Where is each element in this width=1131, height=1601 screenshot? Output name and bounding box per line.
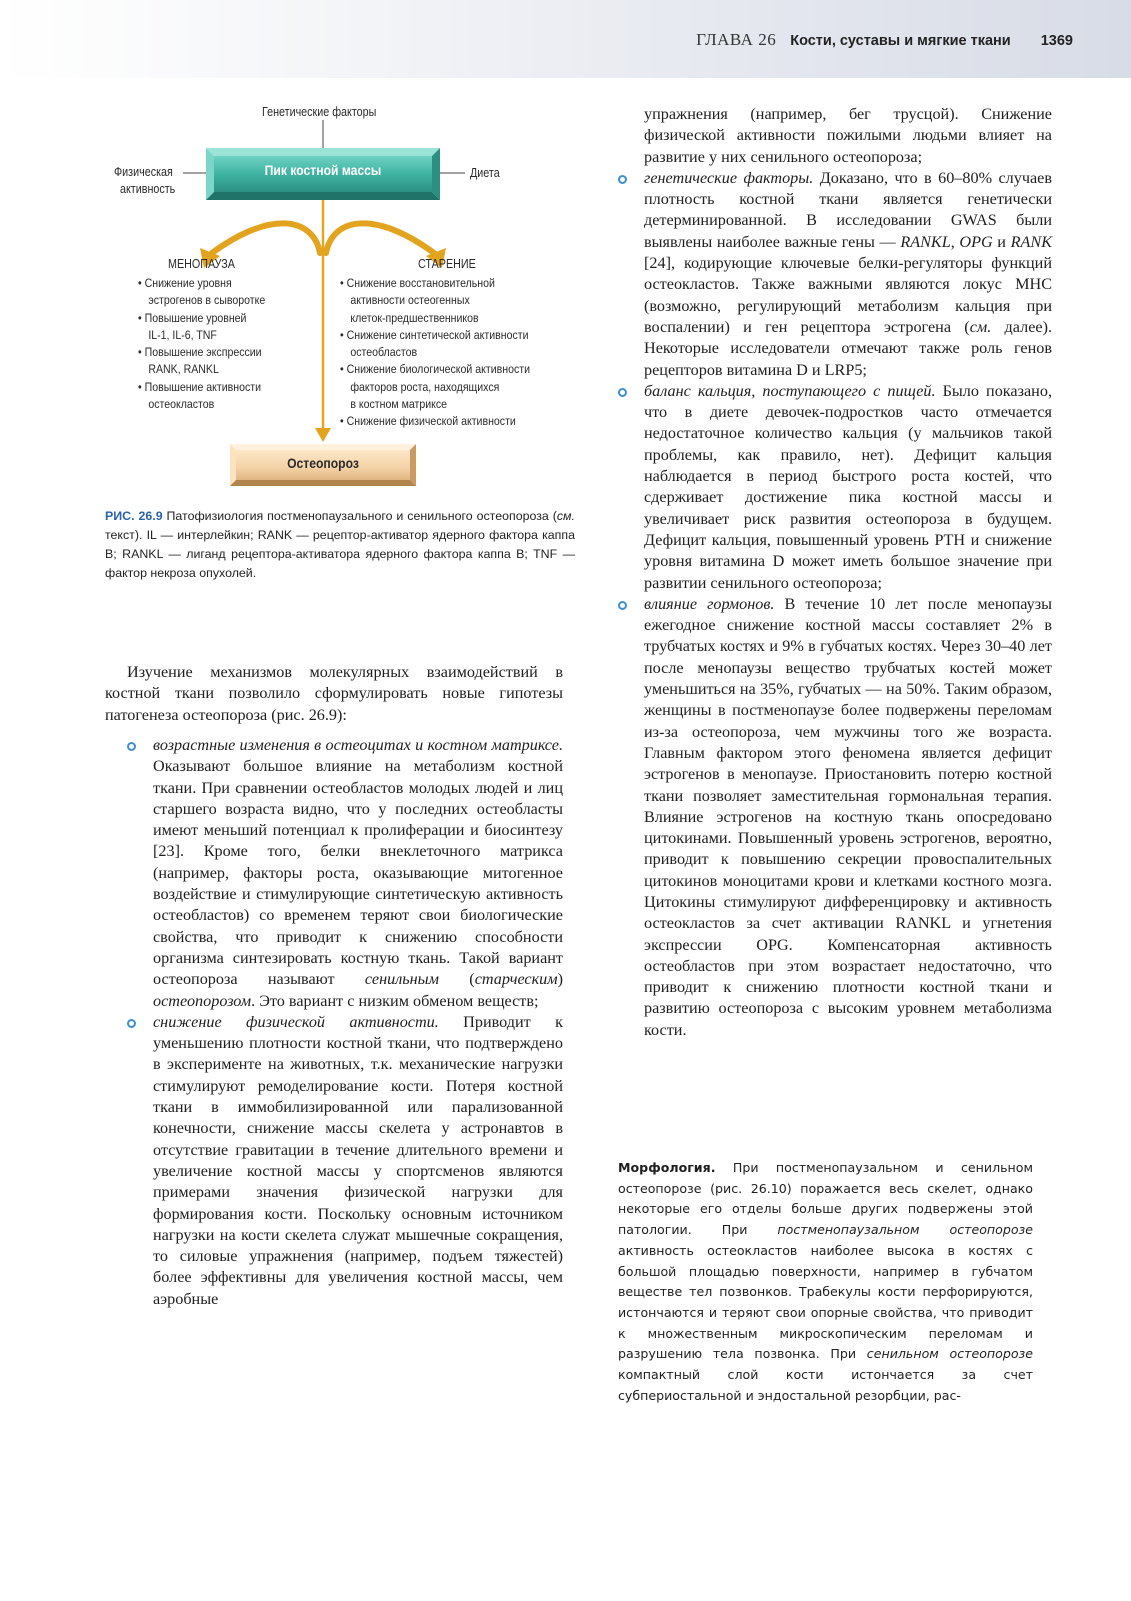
diet-label: Диета <box>470 166 500 180</box>
list-item: • Снижение физической активности <box>340 414 516 429</box>
osteoporosis-text: Остеопороз <box>287 456 359 471</box>
list-item-hormones: влияние гормонов. В течение 10 лет после менопаузы ежегодное снижение костной массы составляет 2% в трубчатых костях и 9% в губчатых костях. Через 30–40 лет после менопаузы вещество трубчатых костей может уменьшиться на 35%, губчатых — на 50%. Таким образом, женщины в постменопаузе более подвержены переломам из-за остеопороза, чем мужчины того же возраста. Главным фактором этого феномена является дефицит эстрогенов в менопаузе. Приостановить потерю костной ткани позволяет заместительная гормональная терапия. Влияние эстрогенов на костную ткань опосредовано цитокинами. Повышенный уровень эстрогенов, вероятно, приводит к повышению секреции провоспалительных цитокинов моноцитами крови и клетками костного мозга. Цитокины стимулируют дифференцировку и активность остеокластов за счет активации RANKL и угнетения экспрессии OPG. Компенсаторная активность остеобластов при этом возрастает недостаточно, что приводит к снижению плотности костной ткани и развитию остеопороза с высоким уровнем метаболизма кости. <box>618 594 1052 1041</box>
morphology-heading: Морфология. <box>618 1160 716 1175</box>
bullet-icon <box>127 742 136 751</box>
list-item: • Снижение синтетической активности <box>340 327 529 342</box>
bullet-icon <box>618 388 627 397</box>
peak-bone-mass-text: Пик костной массы <box>264 163 382 178</box>
physical-activity-label-2: активность <box>120 182 176 196</box>
bullet-icon <box>618 601 627 610</box>
list-item: • Снижение восстановительной <box>340 276 495 290</box>
list-item-age-changes: возрастные изменения в остеоцитах и костном матриксе. Оказывают большое влияние на метаболизм костной ткани. При сравнении остеобластов молодых людей и лиц старшего возраста видно, что у последних остеобласты имеют меньший потенциал к пролиферации и биосинтезу [23]. Кроме того, белки внеклеточного матрикса (например, факторы роста, оказывающие митогенное воздействие и стимулирующие синтетическую активность остеобластов) со временем теряют свои биологические свойства, что приводит к снижению способности организма синтезировать костную ткань. Такой вариант остеопороза называют сенильным (старческим) остеопорозом. Это вариант с низким обменом веществ; <box>105 735 563 1012</box>
aging-list <box>340 275 530 431</box>
list-item-genetic-factors: генетические факторы. Доказано, что в 60–80% случаев плотность костной ткани является генетически детерминированной. В исследовании GWAS были выявлены наиболее важные гены — RANKL, OPG и RANK [24], кодирующие ключевые белки-регуляторы функций остеокластов. Также важными являются локус MHC (возможно, регулирующий метаболизм кальция при воспалении) и ген рецептора эстрогена (см. далее). Некоторые исследователи отмечают также роль генов рецепторов витамина D и LRP5; <box>618 168 1052 381</box>
list-item: • Повышение уровней <box>138 310 247 325</box>
figure-26-9 <box>108 98 588 508</box>
list-item-cont: клеток-предшественников <box>350 310 479 325</box>
list-item: • Повышение активности <box>138 379 262 394</box>
page-number: 1369 <box>1040 33 1073 49</box>
right-column <box>618 104 1052 1041</box>
list-item: • Снижение уровня <box>138 276 232 290</box>
list-item-cont: активности остеогенных <box>350 293 470 308</box>
list-item: • Повышение экспрессии <box>138 345 262 360</box>
physical-activity-label-1: Физическая <box>114 165 173 179</box>
list-item-calcium-balance: баланс кальция, поступающего с пищей. Было показано, что в диете девочек-подростков часто отмечается недостаточное количество кальция (у мальчиков такой проблемы, как правило, нет). Дефицит кальция наблюдается в период быстрого роста костей, что сдерживает достижение пика костной массы и увеличивает риск развития остеопороза в будущем. Дефицит кальция, повышенный уровень PTH и снижение уровня витамина D может иметь большое значение при развитии сенильного остеопороза; <box>618 381 1052 594</box>
down-arrowhead <box>315 428 331 442</box>
chapter-title: Кости, суставы и мягкие ткани <box>790 33 1011 49</box>
chapter-number: ГЛАВА 26 <box>696 30 777 49</box>
list-item-cont: эстрогенов в сыворотке <box>148 293 266 308</box>
list-item-physical-activity: снижение физической активности. Приводит к уменьшению плотности костной ткани, что подтверждено в эксперименте на животных, т.к. механические нагрузки стимулируют ремоделирование кости. Потеря костной ткани в иммобилизированной или парализованной конечности, снижение массы скелета у астронавтов в отсутствие гравитации в течение длительного времени и увеличение костной массы у спортсменов являются примерами значения физической нагрузки для формирования кости. Поскольку основным источником нагрузки на кости скелета служат мышечные сокращения, то силовые упражнения (например, подъем тяжестей) более эффективны для увеличения костной массы, чем аэробные <box>105 1012 563 1310</box>
left-bullet-list <box>105 735 563 1310</box>
list-item: • Снижение биологической активности <box>340 362 531 377</box>
list-item-cont: остеокластов <box>148 397 215 412</box>
list-item-cont: IL-1, IL-6, TNF <box>148 327 217 342</box>
aging-title: СТАРЕНИЕ <box>418 257 476 271</box>
menopause-curve-arrow <box>208 223 320 256</box>
page-header <box>0 0 1131 78</box>
list-item-cont: RANK, RANKL <box>148 362 219 377</box>
list-item-cont: остеобластов <box>350 345 418 360</box>
bullet-icon <box>618 175 627 184</box>
caption-label: РИС. 26.9 <box>105 509 163 523</box>
intro-paragraph: Изучение механизмов молекулярных взаимодействий в костной ткани позволило сформулировать новые гипотезы патогенеза остеопороза (рис. 26.9): <box>105 663 563 724</box>
continued-text: упражнения (например, бег трусцой). Снижение физической активности пожилыми людьми влияет на развитие у них сенильного остеопороза; <box>644 105 1052 166</box>
genetic-factors-label: Генетические факторы <box>262 105 377 119</box>
bullet-icon <box>127 1019 136 1028</box>
morphology-section: Морфология. При постменопаузальном и сенильном остеопорозе (рис. 26.10) поражается весь скелет, однако некоторые его отделы больше других подвержены этой патологии. При постменопаузальном остеопорозе активность остеокластов наиболее высока в костях с большой площадью поверхности, например в губчатом веществе тел позвонков. Трабекулы кости перфорируются, истончаются и теряют свои опорные свойства, что приводит к множественным микроскопическим переломам и разрушению тела позвонка. При сенильном остеопорозе компактный слой кости истончается за счет субпериостальной и эндостальной резорбции, рас- <box>618 1160 1034 1403</box>
menopause-list <box>138 275 265 413</box>
list-item-cont: в костном матриксе <box>350 397 448 412</box>
aging-curve-arrow <box>326 223 438 256</box>
menopause-title: МЕНОПАУЗА <box>168 257 235 271</box>
list-item-cont: факторов роста, находящихся <box>350 379 500 394</box>
figure-caption: РИС. 26.9 Патофизиология постменопаузального и сенильного остеопороза (см. текст). IL — интерлейкин; RANK — рецептор-активатор ядерного фактора каппа B; RANKL — лиганд рецептора-активатора ядерного фактора каппа B; TNF — фактор некроза опухолей. <box>105 509 575 580</box>
